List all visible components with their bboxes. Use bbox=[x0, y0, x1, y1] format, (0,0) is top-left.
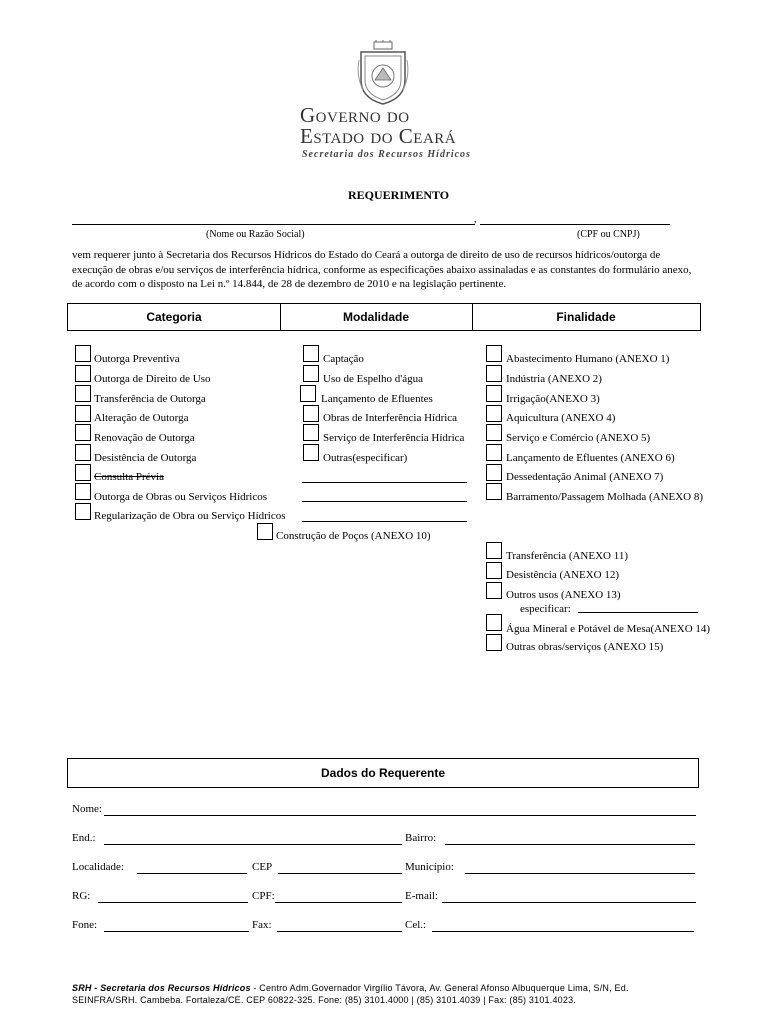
finalidade-label: Abastecimento Humano (ANEXO 1) bbox=[506, 353, 670, 365]
categoria-label: Outorga Preventiva bbox=[94, 353, 180, 365]
municipio-input[interactable] bbox=[465, 873, 695, 874]
categoria-checkbox[interactable] bbox=[75, 503, 91, 520]
options-table-header bbox=[67, 303, 701, 331]
categoria-header: Categoria bbox=[68, 304, 281, 330]
categoria-label: Consulta Prévia bbox=[94, 471, 164, 483]
footer-address-1: - Centro Adm.Governador Virgílio Távora, Av. General Afonso Albuquerque Lima, S/N, Ed. bbox=[250, 983, 629, 993]
especificar-label: especificar: bbox=[520, 603, 571, 615]
modalidade-label: Lançamento de Efluentes bbox=[321, 393, 433, 405]
construcao-pocos-label: Construção de Poços (ANEXO 10) bbox=[276, 530, 431, 542]
dados-requerente-header bbox=[67, 758, 699, 788]
intro-line-1: vem requerer junto à Secretaria dos Recursos Hídricos do Estado do Ceará a outorga de direito de uso de recursos hídricos/outorga de bbox=[72, 249, 661, 261]
dados-requerente-title: Dados do Requerente bbox=[320, 766, 446, 780]
municipio-label: Município: bbox=[405, 861, 454, 873]
name-caption: (Nome ou Razão Social) bbox=[206, 229, 305, 240]
modalidade-label: Obras de Interferência Hídrica bbox=[323, 412, 458, 424]
footer-line-2: SEINFRA/SRH. Cambeba. Fortaleza/CE. CEP 60822-325. Fone: (85) 3101.4000 | (85) 3101.4039 | Fax: (85) 3101.4023. bbox=[72, 995, 576, 1005]
categoria-label: Renovação de Outorga bbox=[94, 432, 195, 444]
modalidade-label: Uso de Espelho d'água bbox=[323, 373, 424, 385]
categoria-checkbox[interactable] bbox=[75, 424, 91, 441]
cpf-label: CPF: bbox=[252, 890, 275, 902]
bairro-input[interactable] bbox=[445, 844, 695, 845]
modalidade-label: Serviço de Interferência Hídrica bbox=[323, 432, 465, 444]
finalidade-checkbox[interactable] bbox=[486, 444, 502, 461]
cep-label: CEP bbox=[252, 861, 273, 873]
finalidade-label: Barramento/Passagem Molhada (ANEXO 8) bbox=[506, 491, 704, 503]
outras-obras-checkbox[interactable] bbox=[486, 634, 502, 651]
finalidade-label: Irrigação(ANEXO 3) bbox=[506, 393, 600, 405]
categoria-checkbox[interactable] bbox=[75, 365, 91, 382]
categoria-checkbox[interactable] bbox=[75, 405, 91, 422]
logo-line-1: Governo do bbox=[300, 103, 410, 127]
name-fill-line bbox=[72, 224, 475, 225]
page-title: REQUERIMENTO bbox=[348, 188, 450, 202]
categoria-label: Regularização de Obra ou Serviço Hídricos bbox=[94, 510, 286, 522]
fone-input[interactable] bbox=[104, 931, 249, 932]
fone-label: Fone: bbox=[72, 919, 98, 931]
footer-org: SRH - Secretaria dos Recursos Hídricos bbox=[72, 983, 251, 993]
transferencia-label: Transferência (ANEXO 11) bbox=[506, 550, 628, 562]
end-input[interactable] bbox=[104, 844, 402, 845]
modalidade-label: Outras(especificar) bbox=[323, 452, 408, 464]
cep-input[interactable] bbox=[278, 873, 402, 874]
finalidade-label: Aquicultura (ANEXO 4) bbox=[506, 412, 616, 424]
outras-specify-line[interactable] bbox=[302, 521, 467, 522]
modalidade-label: Captação bbox=[323, 353, 364, 365]
finalidade-label: Serviço e Comércio (ANEXO 5) bbox=[506, 432, 651, 444]
doc-caption: (CPF ou CNPJ) bbox=[577, 229, 640, 240]
categoria-label: Outorga de Direito de Uso bbox=[94, 373, 211, 385]
categoria-label: Outorga de Obras ou Serviços Hídricos bbox=[94, 491, 268, 503]
fax-input[interactable] bbox=[277, 931, 402, 932]
logo-line-2: Estado do Ceará bbox=[300, 124, 457, 148]
categoria-label: Transferência de Outorga bbox=[94, 393, 206, 405]
outras-obras-label: Outras obras/serviços (ANEXO 15) bbox=[506, 641, 664, 653]
modalidade-checkbox[interactable] bbox=[300, 385, 316, 402]
categoria-label: Alteração de Outorga bbox=[94, 412, 189, 424]
categoria-checkbox[interactable] bbox=[75, 385, 91, 402]
cel-label: Cel.: bbox=[405, 919, 427, 931]
intro-line-3: de acordo com o disposto na Lei n.º 14.844, de 28 de dezembro de 2010 e na legislação pertinente. bbox=[72, 278, 507, 290]
intro-line-2: execução de obras e/ou serviços de interferência hídrica, conforme as especificações abaixo assinaladas e as constantes do formulário anexo, bbox=[72, 264, 692, 276]
doc-fill-line bbox=[480, 224, 670, 225]
footer-line-1 bbox=[72, 983, 629, 993]
finalidade-checkbox[interactable] bbox=[486, 464, 502, 481]
finalidade-checkbox[interactable] bbox=[486, 385, 502, 402]
especificar-line[interactable] bbox=[578, 612, 698, 613]
outros-usos-label: Outros usos (ANEXO 13) bbox=[506, 589, 621, 601]
finalidade-checkbox[interactable] bbox=[486, 424, 502, 441]
finalidade-label: Dessedentação Animal (ANEXO 7) bbox=[506, 471, 664, 483]
modalidade-checkbox[interactable] bbox=[303, 405, 319, 422]
modalidade-checkbox[interactable] bbox=[303, 444, 319, 461]
finalidade-label: Indústria (ANEXO 2) bbox=[506, 373, 602, 385]
bairro-label: Bairro: bbox=[405, 832, 437, 844]
finalidade-checkbox[interactable] bbox=[486, 345, 502, 362]
finalidade-checkbox[interactable] bbox=[486, 365, 502, 382]
logo-line-3: Secretaria dos Recursos Hídricos bbox=[302, 149, 471, 160]
finalidade-label: Lançamento de Efluentes (ANEXO 6) bbox=[506, 452, 675, 464]
categoria-checkbox[interactable] bbox=[75, 345, 91, 362]
email-label: E-mail: bbox=[405, 890, 438, 902]
cel-input[interactable] bbox=[432, 931, 694, 932]
cpf-input[interactable] bbox=[275, 902, 402, 903]
rg-label: RG: bbox=[72, 890, 91, 902]
finalidade-checkbox[interactable] bbox=[486, 405, 502, 422]
agua-mineral-checkbox[interactable] bbox=[486, 614, 502, 631]
transferencia-checkbox[interactable] bbox=[486, 542, 502, 559]
outras-specify-line[interactable] bbox=[302, 482, 467, 483]
localidade-input[interactable] bbox=[137, 873, 247, 874]
email-input[interactable] bbox=[442, 902, 696, 903]
modalidade-checkbox[interactable] bbox=[303, 424, 319, 441]
categoria-checkbox[interactable] bbox=[75, 444, 91, 461]
end-label: End.: bbox=[72, 832, 96, 844]
modalidade-checkbox[interactable] bbox=[303, 345, 319, 362]
agua-mineral-label: Água Mineral e Potável de Mesa(ANEXO 14) bbox=[506, 623, 711, 635]
finalidade-header: Finalidade bbox=[556, 310, 616, 324]
desistencia-checkbox[interactable] bbox=[486, 562, 502, 579]
outros-usos-checkbox[interactable] bbox=[486, 582, 502, 599]
categoria-checkbox[interactable] bbox=[75, 483, 91, 500]
nome-input[interactable] bbox=[104, 815, 696, 816]
categoria-checkbox[interactable] bbox=[75, 464, 91, 481]
finalidade-checkbox[interactable] bbox=[486, 483, 502, 500]
desistencia-label: Desistência (ANEXO 12) bbox=[506, 569, 620, 581]
construcao-pocos-checkbox[interactable] bbox=[257, 523, 273, 540]
localidade-label: Localidade: bbox=[72, 861, 124, 873]
modalidade-checkbox[interactable] bbox=[303, 365, 319, 382]
fax-label: Fax: bbox=[252, 919, 272, 931]
state-coat-of-arms-icon bbox=[355, 40, 411, 106]
modalidade-header: Modalidade bbox=[280, 304, 473, 330]
outras-specify-line[interactable] bbox=[302, 501, 467, 502]
nome-label: Nome: bbox=[72, 803, 102, 815]
rg-input[interactable] bbox=[98, 902, 248, 903]
categoria-label: Desistência de Outorga bbox=[94, 452, 197, 464]
